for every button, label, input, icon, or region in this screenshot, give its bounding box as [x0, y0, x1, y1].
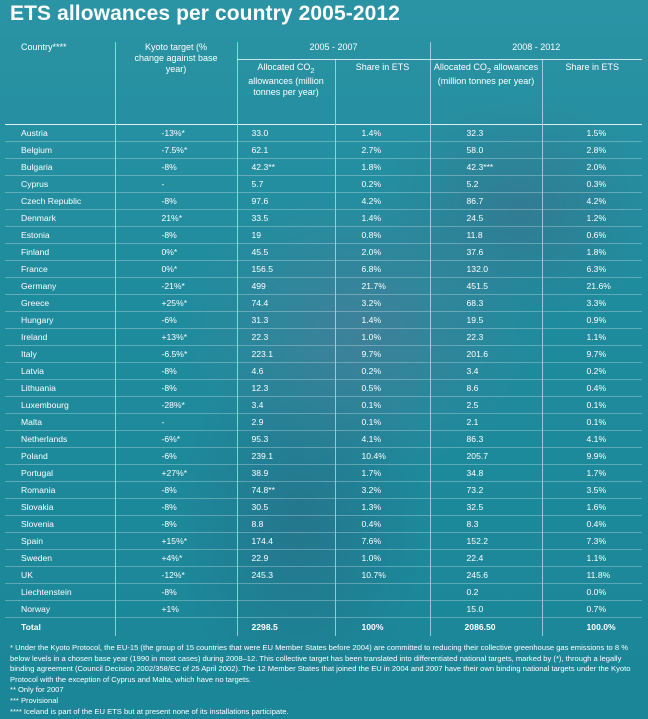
cell-share-2008-2012: 1.8%	[542, 244, 642, 261]
cell-share-2008-2012: 11.8%	[542, 567, 642, 584]
cell-allocated-2008-2012: 19.5	[430, 312, 542, 329]
cell-allocated-2008-2012: 2.1	[430, 414, 542, 431]
cell-allocated-2005-2007: 74.8**	[237, 482, 335, 499]
cell-share-2005-2007: 4.1%	[335, 431, 430, 448]
cell-share-2008-2012: 9.9%	[542, 448, 642, 465]
total-share-2005-2007: 100%	[335, 618, 430, 636]
cell-allocated-2005-2007	[237, 584, 335, 601]
cell-allocated-2005-2007: 22.3	[237, 329, 335, 346]
cell-country: Bulgaria	[21, 162, 53, 172]
cell-share-2008-2012: 2.8%	[542, 142, 642, 159]
cell-country: Ireland	[21, 332, 48, 342]
footnote: *** Provisional	[10, 695, 59, 705]
cell-country: Austria	[21, 128, 48, 138]
cell-share-2005-2007: 2.0%	[335, 244, 430, 261]
cell-allocated-2005-2007: 156.5	[237, 261, 335, 278]
cell-allocated-2008-2012: 245.6	[430, 567, 542, 584]
cell-share-2005-2007: 0.2%	[335, 176, 430, 193]
cell-country: Finland	[21, 247, 50, 257]
cell-share-2005-2007: 3.2%	[335, 295, 430, 312]
cell-kyoto-target: -8%	[115, 584, 237, 601]
cell-share-2008-2012: 0.4%	[542, 516, 642, 533]
cell-allocated-2008-2012: 205.7	[430, 448, 542, 465]
table-row	[5, 193, 642, 210]
cell-share-2005-2007: 10.7%	[335, 567, 430, 584]
cell-allocated-2005-2007: 4.6	[237, 363, 335, 380]
cell-allocated-2008-2012: 201.6	[430, 346, 542, 363]
cell-allocated-2008-2012: 2.5	[430, 397, 542, 414]
cell-share-2005-2007: 1.8%	[335, 159, 430, 176]
cell-allocated-2008-2012: 58.0	[430, 142, 542, 159]
cell-allocated-2008-2012: 86.7	[430, 193, 542, 210]
table-row	[5, 482, 642, 499]
cell-allocated-2008-2012: 8.6	[430, 380, 542, 397]
table-row	[5, 567, 642, 584]
table-row	[5, 261, 642, 278]
cell-kyoto-target: -8%	[115, 499, 237, 516]
table-row	[5, 363, 642, 380]
cell-allocated-2008-2012: 32.5	[430, 499, 542, 516]
cell-allocated-2005-2007: 30.5	[237, 499, 335, 516]
cell-allocated-2008-2012: 451.5	[430, 278, 542, 295]
table-row	[5, 210, 642, 227]
cell-kyoto-target: -8%	[115, 363, 237, 380]
cell-country: UK	[21, 570, 33, 580]
cell-allocated-2005-2007: 33.5	[237, 210, 335, 227]
total-kyoto	[115, 618, 237, 636]
cell-allocated-2008-2012: 34.8	[430, 465, 542, 482]
total-allocated-2005-2007: 2298.5	[237, 618, 335, 636]
cell-share-2005-2007: 10.4%	[335, 448, 430, 465]
cell-share-2005-2007: 0.1%	[335, 414, 430, 431]
table-row	[5, 346, 642, 363]
total-row	[5, 618, 642, 636]
cell-kyoto-target: -6.5%*	[115, 346, 237, 363]
cell-share-2005-2007: 9.7%	[335, 346, 430, 363]
cell-share-2008-2012: 1.7%	[542, 465, 642, 482]
cell-country: Czech Republic	[21, 196, 82, 206]
cell-share-2008-2012: 1.1%	[542, 550, 642, 567]
cell-share-2008-2012: 0.7%	[542, 601, 642, 618]
cell-kyoto-target: -6%*	[115, 431, 237, 448]
cell-allocated-2008-2012: 132.0	[430, 261, 542, 278]
table-row	[5, 159, 642, 176]
cell-share-2005-2007	[335, 601, 430, 618]
cell-share-2005-2007: 1.4%	[335, 210, 430, 227]
cell-allocated-2005-2007: 3.4	[237, 397, 335, 414]
cell-country: Latvia	[21, 366, 44, 376]
cell-share-2005-2007: 7.6%	[335, 533, 430, 550]
cell-country: Slovakia	[21, 502, 54, 512]
cell-country: Greece	[21, 298, 50, 308]
table-row	[5, 533, 642, 550]
cell-share-2008-2012: 0.4%	[542, 380, 642, 397]
table-row	[5, 397, 642, 414]
cell-allocated-2005-2007: 2.9	[237, 414, 335, 431]
header-kyoto-target: Kyoto target (% change against base year)	[115, 42, 237, 125]
cell-kyoto-target: +4%*	[115, 550, 237, 567]
cell-allocated-2005-2007: 42.3**	[237, 159, 335, 176]
cell-share-2008-2012: 2.0%	[542, 159, 642, 176]
cell-share-2008-2012: 3.5%	[542, 482, 642, 499]
cell-kyoto-target: -8%	[115, 159, 237, 176]
cell-share-2005-2007: 0.5%	[335, 380, 430, 397]
table-row	[5, 278, 642, 295]
cell-country: Poland	[21, 451, 48, 461]
cell-country: Belgium	[21, 145, 53, 155]
cell-share-2008-2012: 0.6%	[542, 227, 642, 244]
table-row	[5, 295, 642, 312]
cell-allocated-2005-2007: 239.1	[237, 448, 335, 465]
cell-country: France	[21, 264, 48, 274]
cell-share-2005-2007: 0.2%	[335, 363, 430, 380]
cell-country: Sweden	[21, 553, 53, 563]
cell-kyoto-target: -7.5%*	[115, 142, 237, 159]
table-row	[5, 448, 642, 465]
cell-share-2008-2012: 1.1%	[542, 329, 642, 346]
header-period-2008-2012: 2008 - 2012	[430, 42, 642, 60]
cell-share-2005-2007: 4.2%	[335, 193, 430, 210]
cell-kyoto-target: -	[115, 176, 237, 193]
cell-share-2008-2012: 1.2%	[542, 210, 642, 227]
cell-allocated-2005-2007: 8.8	[237, 516, 335, 533]
cell-country: Malta	[21, 417, 43, 427]
footnotes	[10, 643, 640, 717]
header-country: Country****	[21, 42, 67, 52]
cell-allocated-2008-2012: 11.8	[430, 227, 542, 244]
cell-kyoto-target: +15%*	[115, 533, 237, 550]
cell-allocated-2005-2007: 95.3	[237, 431, 335, 448]
cell-kyoto-target: -13%*	[115, 125, 237, 142]
cell-allocated-2008-2012: 32.3	[430, 125, 542, 142]
cell-share-2005-2007: 2.7%	[335, 142, 430, 159]
cell-share-2005-2007: 1.0%	[335, 550, 430, 567]
table-row	[5, 244, 642, 261]
cell-kyoto-target: -28%*	[115, 397, 237, 414]
cell-allocated-2008-2012: 68.3	[430, 295, 542, 312]
cell-kyoto-target: -8%	[115, 516, 237, 533]
cell-kyoto-target: -6%	[115, 448, 237, 465]
cell-allocated-2008-2012: 42.3***	[430, 159, 542, 176]
cell-allocated-2005-2007: 74.4	[237, 295, 335, 312]
cell-share-2008-2012: 1.6%	[542, 499, 642, 516]
cell-allocated-2008-2012: 22.3	[430, 329, 542, 346]
table-row	[5, 601, 642, 618]
cell-allocated-2008-2012: 24.5	[430, 210, 542, 227]
cell-share-2008-2012: 3.3%	[542, 295, 642, 312]
cell-country: Spain	[21, 536, 43, 546]
cell-share-2008-2012: 21.6%	[542, 278, 642, 295]
table-row	[5, 465, 642, 482]
table-row	[5, 431, 642, 448]
table-row	[5, 499, 642, 516]
cell-kyoto-target: +1%	[115, 601, 237, 618]
cell-allocated-2005-2007	[237, 601, 335, 618]
cell-share-2008-2012: 4.1%	[542, 431, 642, 448]
cell-share-2005-2007: 3.2%	[335, 482, 430, 499]
cell-allocated-2005-2007: 223.1	[237, 346, 335, 363]
cell-kyoto-target: -	[115, 414, 237, 431]
table-body	[5, 125, 642, 618]
cell-allocated-2008-2012: 5.2	[430, 176, 542, 193]
cell-share-2008-2012: 1.5%	[542, 125, 642, 142]
footnote: ** Only for 2007	[10, 685, 64, 695]
cell-share-2008-2012: 4.2%	[542, 193, 642, 210]
footnote: **** Iceland is part of the EU ETS but at present none of its installations participate.	[10, 706, 289, 716]
cell-share-2008-2012: 7.3%	[542, 533, 642, 550]
table-row	[5, 176, 642, 193]
cell-share-2008-2012: 0.0%	[542, 584, 642, 601]
cell-share-2005-2007: 1.4%	[335, 312, 430, 329]
cell-allocated-2005-2007: 499	[237, 278, 335, 295]
cell-share-2005-2007: 1.4%	[335, 125, 430, 142]
table-row	[5, 584, 642, 601]
cell-allocated-2008-2012: 15.0	[430, 601, 542, 618]
header-share-2005-2007: Share in ETS	[335, 60, 430, 125]
cell-share-2008-2012: 9.7%	[542, 346, 642, 363]
cell-country: Estonia	[21, 230, 50, 240]
cell-kyoto-target: -8%	[115, 482, 237, 499]
page-title: ETS allowances per country 2005-2012	[10, 2, 400, 25]
cell-allocated-2005-2007: 12.3	[237, 380, 335, 397]
cell-allocated-2008-2012: 86.3	[430, 431, 542, 448]
cell-share-2008-2012: 6.3%	[542, 261, 642, 278]
cell-country: Denmark	[21, 213, 56, 223]
cell-kyoto-target: 21%*	[115, 210, 237, 227]
cell-allocated-2008-2012: 37.6	[430, 244, 542, 261]
ets-table	[5, 42, 642, 636]
total-share-2008-2012: 100.0%	[542, 618, 642, 636]
cell-country: Slovenia	[21, 519, 54, 529]
cell-share-2008-2012: 0.1%	[542, 397, 642, 414]
cell-country: Italy	[21, 349, 37, 359]
cell-share-2005-2007: 1.3%	[335, 499, 430, 516]
cell-kyoto-target: -21%*	[115, 278, 237, 295]
cell-kyoto-target: -8%	[115, 227, 237, 244]
cell-country: Portugal	[21, 468, 54, 478]
cell-kyoto-target: -8%	[115, 193, 237, 210]
cell-allocated-2005-2007: 38.9	[237, 465, 335, 482]
cell-kyoto-target: -6%	[115, 312, 237, 329]
header-period-2005-2007: 2005 - 2007	[237, 42, 430, 60]
cell-country: Hungary	[21, 315, 54, 325]
header-allocated-2008-2012: Allocated $CO_2$ allowances (million tonnes per year)	[430, 60, 542, 125]
cell-kyoto-target: +25%*	[115, 295, 237, 312]
table-row	[5, 312, 642, 329]
table-row	[5, 329, 642, 346]
cell-allocated-2005-2007: 174.4	[237, 533, 335, 550]
cell-country: Lithuania	[21, 383, 56, 393]
cell-kyoto-target: 0%*	[115, 261, 237, 278]
cell-country: Luxembourg	[21, 400, 69, 410]
cell-allocated-2008-2012: 22.4	[430, 550, 542, 567]
cell-kyoto-target: +27%*	[115, 465, 237, 482]
cell-country: Netherlands	[21, 434, 68, 444]
cell-allocated-2008-2012: 0.2	[430, 584, 542, 601]
cell-allocated-2008-2012: 152.2	[430, 533, 542, 550]
table-row	[5, 125, 642, 142]
cell-share-2005-2007: 1.7%	[335, 465, 430, 482]
cell-allocated-2008-2012: 73.2	[430, 482, 542, 499]
cell-kyoto-target: +13%*	[115, 329, 237, 346]
cell-allocated-2005-2007: 19	[237, 227, 335, 244]
header-allocated-2005-2007: Allocated $CO_2$ allowances (million tonnes per year)	[237, 60, 335, 125]
cell-allocated-2005-2007: 45.5	[237, 244, 335, 261]
cell-allocated-2008-2012: 8.3	[430, 516, 542, 533]
table-row	[5, 142, 642, 159]
cell-share-2005-2007: 0.8%	[335, 227, 430, 244]
cell-allocated-2005-2007: 62.1	[237, 142, 335, 159]
cell-kyoto-target: 0%*	[115, 244, 237, 261]
cell-allocated-2005-2007: 22.9	[237, 550, 335, 567]
cell-share-2005-2007: 0.4%	[335, 516, 430, 533]
table-row	[5, 550, 642, 567]
cell-allocated-2005-2007: 5.7	[237, 176, 335, 193]
cell-allocated-2005-2007: 245.3	[237, 567, 335, 584]
cell-allocated-2005-2007: 97.6	[237, 193, 335, 210]
total-allocated-2008-2012: 2086.50	[430, 618, 542, 636]
cell-share-2008-2012: 0.2%	[542, 363, 642, 380]
cell-country: Cyprus	[21, 179, 49, 189]
cell-share-2008-2012: 0.3%	[542, 176, 642, 193]
cell-share-2005-2007	[335, 584, 430, 601]
cell-kyoto-target: -12%*	[115, 567, 237, 584]
cell-share-2005-2007: 1.0%	[335, 329, 430, 346]
cell-country: Liechtenstein	[21, 587, 72, 597]
cell-allocated-2005-2007: 31.3	[237, 312, 335, 329]
cell-country: Romania	[21, 485, 56, 495]
cell-kyoto-target: -8%	[115, 380, 237, 397]
cell-share-2005-2007: 6.8%	[335, 261, 430, 278]
table-row	[5, 227, 642, 244]
cell-share-2008-2012: 0.9%	[542, 312, 642, 329]
footnote: * Under the Kyoto Protocol, the EU-15 (the group of 15 countries that were EU Member States before 2004) are committed to reducing their collective greenhouse gas emissions to 8 % below levels in a chosen base year (1990 in most cases) during 2008–12. This collective target has been translated into differentiated national targets, marked by (*), through a legally binding agreement (Council Decision 2002/358/EC of 25 April 2002). The 12 Member States that joined the EU in 2004 and 2007 have their own binding national targets under the Kyoto Protocol with the exception of Cyprus and Malta, which have no targets.	[10, 643, 631, 684]
header-share-2008-2012: Share in ETS	[542, 60, 642, 125]
table-row	[5, 380, 642, 397]
cell-allocated-2005-2007: 33.0	[237, 125, 335, 142]
cell-country: Germany	[21, 281, 57, 291]
table-row	[5, 414, 642, 431]
cell-allocated-2008-2012: 3.4	[430, 363, 542, 380]
total-label: Total	[21, 621, 41, 632]
table-row	[5, 516, 642, 533]
cell-share-2005-2007: 0.1%	[335, 397, 430, 414]
cell-share-2008-2012: 0.1%	[542, 414, 642, 431]
cell-share-2005-2007: 21.7%	[335, 278, 430, 295]
cell-country: Norway	[21, 604, 51, 614]
